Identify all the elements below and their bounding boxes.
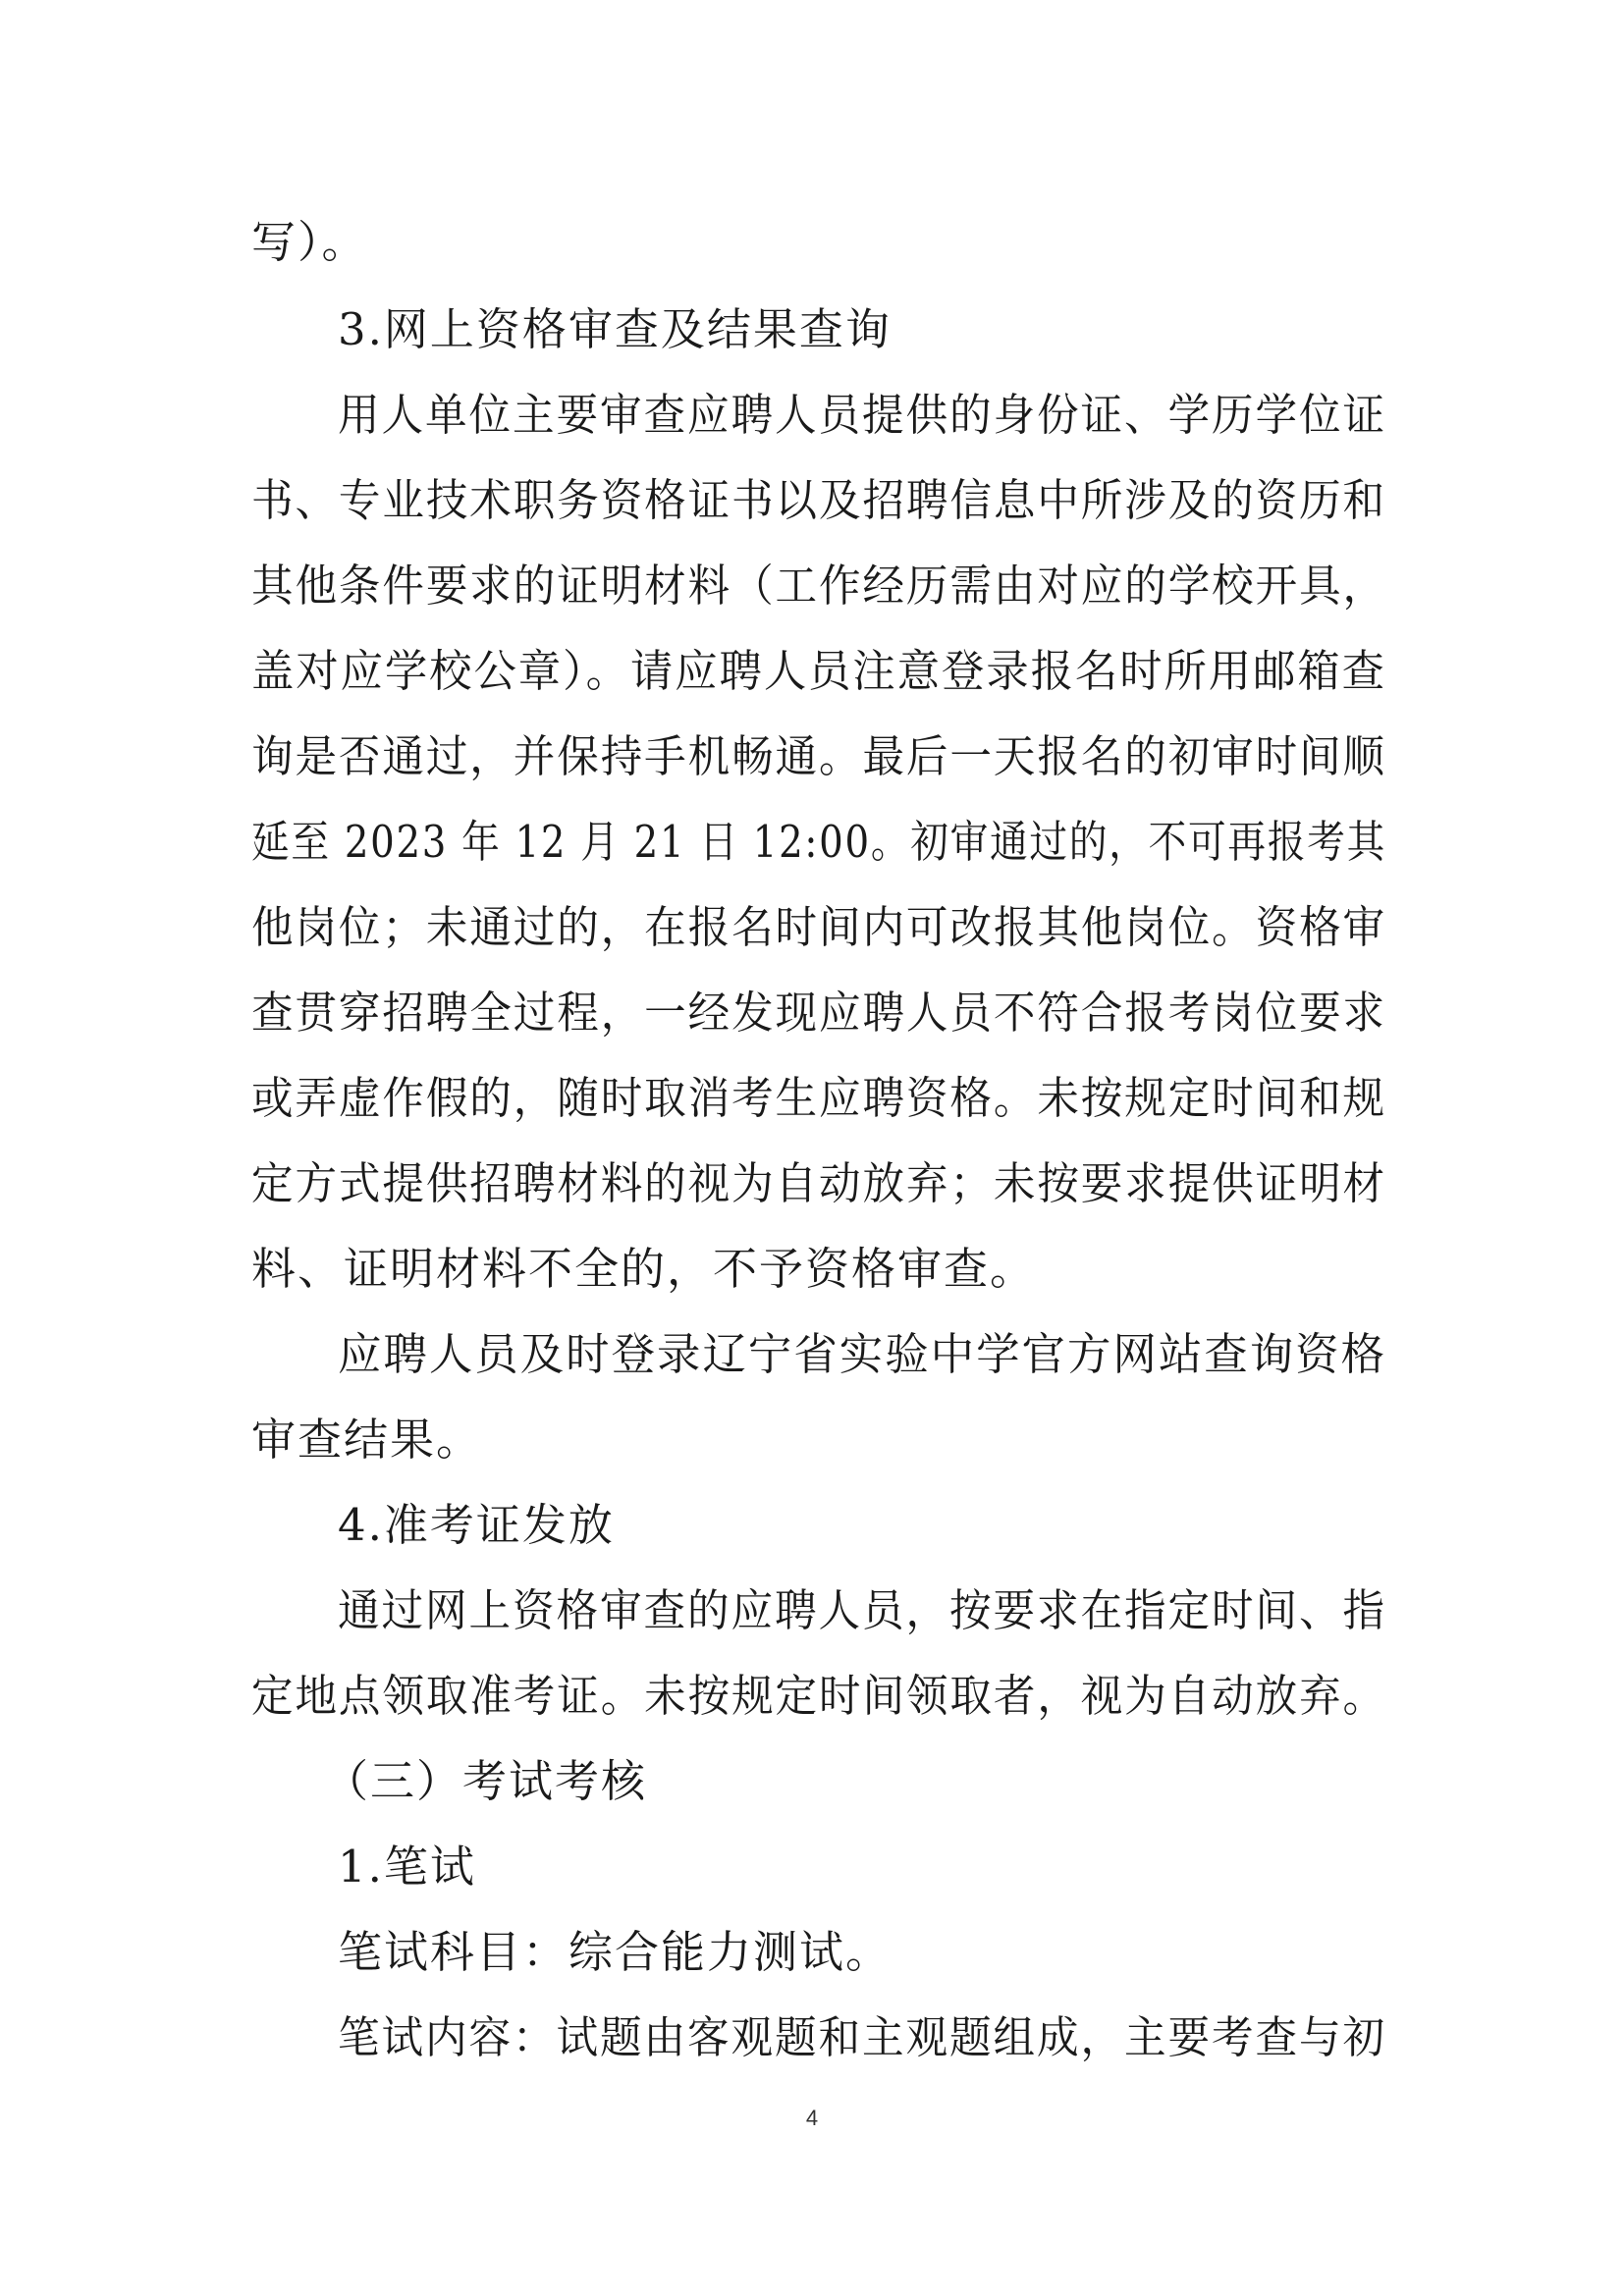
text-span: （三）考试考核 bbox=[324, 1755, 648, 1807]
page-number: 4 bbox=[805, 2106, 819, 2130]
text-line bbox=[0, 1923, 1624, 1982]
text-span: 写）。 bbox=[251, 216, 368, 268]
text-line bbox=[0, 1411, 1624, 1469]
text-span: 1.笔试 bbox=[338, 1841, 476, 1893]
text-line bbox=[0, 984, 1624, 1042]
text-line bbox=[0, 1581, 1624, 1640]
text-span: 询是否通过，并保持手机畅通。最后一天报名的初审时间顺 bbox=[251, 730, 1387, 782]
text-span: 料、证明材料不全的，不予资格审查。 bbox=[251, 1243, 1037, 1295]
text-span: 盖对应学校公章）。请应聘人员注意登录报名时所用邮箱查 bbox=[251, 645, 1386, 697]
text-line bbox=[0, 213, 1624, 272]
text-line bbox=[0, 1154, 1624, 1213]
text-span: 通过网上资格审查的应聘人员，按要求在指定时间、指 bbox=[338, 1584, 1387, 1636]
text-span: 书、专业技术职务资格证书以及招聘信息中所涉及的资历和 bbox=[251, 474, 1387, 526]
text-line bbox=[0, 471, 1624, 530]
text-line bbox=[0, 727, 1624, 786]
section-heading bbox=[0, 1752, 1624, 1811]
text-span: 延至 2023 年 12 月 21 日 12:00。初审通过的，不可再报考其 bbox=[251, 816, 1387, 868]
text-span: 4.准考证发放 bbox=[338, 1499, 615, 1551]
text-line bbox=[0, 1069, 1624, 1128]
section-heading bbox=[0, 1838, 1624, 1896]
text-span: 查贯穿招聘全过程，一经发现应聘人员不符合报考岗位要求 bbox=[251, 987, 1387, 1039]
text-span: 定地点领取准考证。未按规定时间领取者，视为自动放弃。 bbox=[251, 1670, 1387, 1722]
text-line bbox=[0, 898, 1624, 957]
section-heading bbox=[0, 300, 1624, 359]
text-line bbox=[0, 1667, 1624, 1726]
text-span: 笔试内容：试题由客观题和主观题组成，主要考查与初 bbox=[338, 2011, 1387, 2063]
section-heading bbox=[0, 1496, 1624, 1555]
text-span: 笔试科目：综合能力测试。 bbox=[338, 1926, 893, 1978]
text-line bbox=[0, 1240, 1624, 1299]
text-line bbox=[0, 642, 1624, 701]
text-line bbox=[0, 1325, 1624, 1384]
text-line bbox=[0, 386, 1624, 445]
text-line bbox=[0, 2008, 1624, 2067]
text-span: 定方式提供招聘材料的视为自动放弃；未按要求提供证明材 bbox=[251, 1157, 1387, 1209]
text-span: 他岗位；未通过的，在报名时间内可改报其他岗位。资格审 bbox=[251, 901, 1387, 953]
text-span: 应聘人员及时登录辽宁省实验中学官方网站查询资格 bbox=[338, 1328, 1387, 1380]
text-span: 用人单位主要审查应聘人员提供的身份证、学历学位证 bbox=[338, 389, 1387, 441]
text-line bbox=[0, 813, 1624, 872]
text-line bbox=[0, 557, 1624, 615]
text-span: 审查结果。 bbox=[251, 1414, 483, 1466]
text-span: 其他条件要求的证明材料（工作经历需由对应的学校开具， bbox=[251, 560, 1387, 612]
text-span: 3.网上资格审查及结果查询 bbox=[338, 303, 892, 355]
text-span: 或弄虚作假的，随时取消考生应聘资格。未按规定时间和规 bbox=[251, 1072, 1387, 1124]
